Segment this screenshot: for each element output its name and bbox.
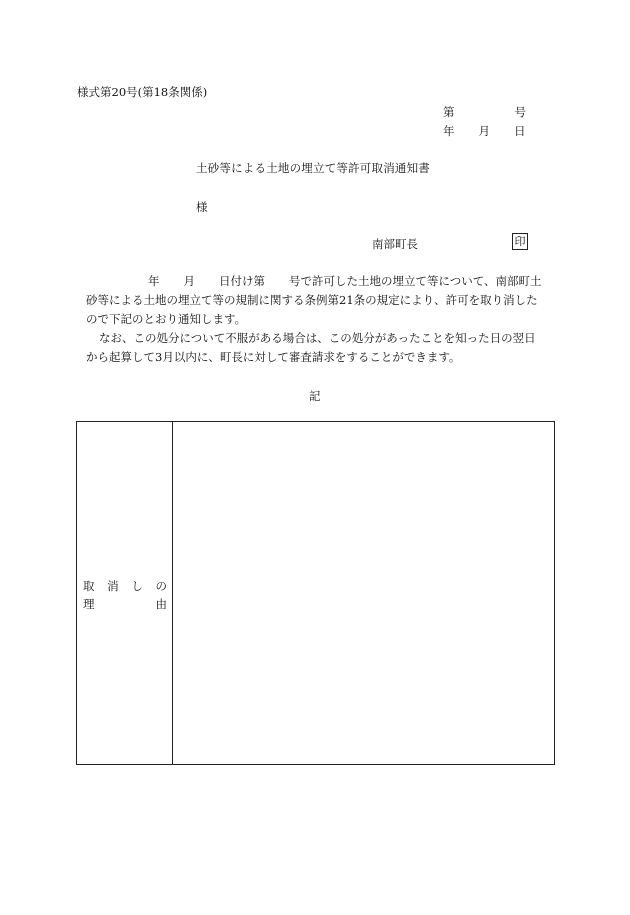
label-char: 消 xyxy=(107,579,119,593)
body-month: 月 xyxy=(183,274,195,288)
label-char: 理 xyxy=(83,597,95,611)
number-prefix: 第 xyxy=(443,105,455,119)
reason-table xyxy=(76,421,555,765)
ki-heading: 記 xyxy=(309,389,321,403)
paragraph-1-line-3: ので下記のとおり通知します。 xyxy=(86,312,247,326)
label-char: 取 xyxy=(83,579,95,593)
reason-label-cell xyxy=(77,422,173,764)
reason-content-cell[interactable] xyxy=(173,422,554,764)
document-date-line xyxy=(443,123,526,139)
paragraph-2-line-2: から起算して3月以内に、町長に対して審査請求をすることができます。 xyxy=(86,350,461,364)
recipient-honorific: 様 xyxy=(196,200,208,214)
reason-label-line-1 xyxy=(83,578,167,594)
date-year: 年 xyxy=(443,124,455,138)
label-char: し xyxy=(131,579,143,593)
paragraph-2-line-1: なお、この処分について不服がある場合は、この処分があったことを知った日の翌日 xyxy=(99,331,536,345)
date-day: 日 xyxy=(514,124,526,138)
label-char: 由 xyxy=(155,597,167,611)
body-go-text: 号で許可した土地の埋立て等について、南部町土 xyxy=(289,274,542,288)
label-char: の xyxy=(155,579,167,593)
body-day: 日付け第 xyxy=(219,274,265,288)
reason-label-line-2 xyxy=(83,596,167,612)
seal-stamp-box: 印 xyxy=(512,233,528,250)
body-year: 年 xyxy=(148,274,160,288)
document-title: 土砂等による土地の埋立て等許可取消通知書 xyxy=(196,161,430,175)
form-number-label: 様式第20号(第18条関係) xyxy=(77,85,208,99)
issuer-name: 南部町長 xyxy=(372,237,418,251)
number-suffix: 号 xyxy=(514,105,526,119)
date-month: 月 xyxy=(478,124,490,138)
paragraph-1-line-1 xyxy=(88,272,554,291)
notice-body xyxy=(88,272,554,367)
paragraph-1-line-2: 砂等による土地の埋立て等の規制に関する条例第21条の規定により、許可を取り消した xyxy=(86,293,538,307)
document-number-line xyxy=(443,104,526,120)
